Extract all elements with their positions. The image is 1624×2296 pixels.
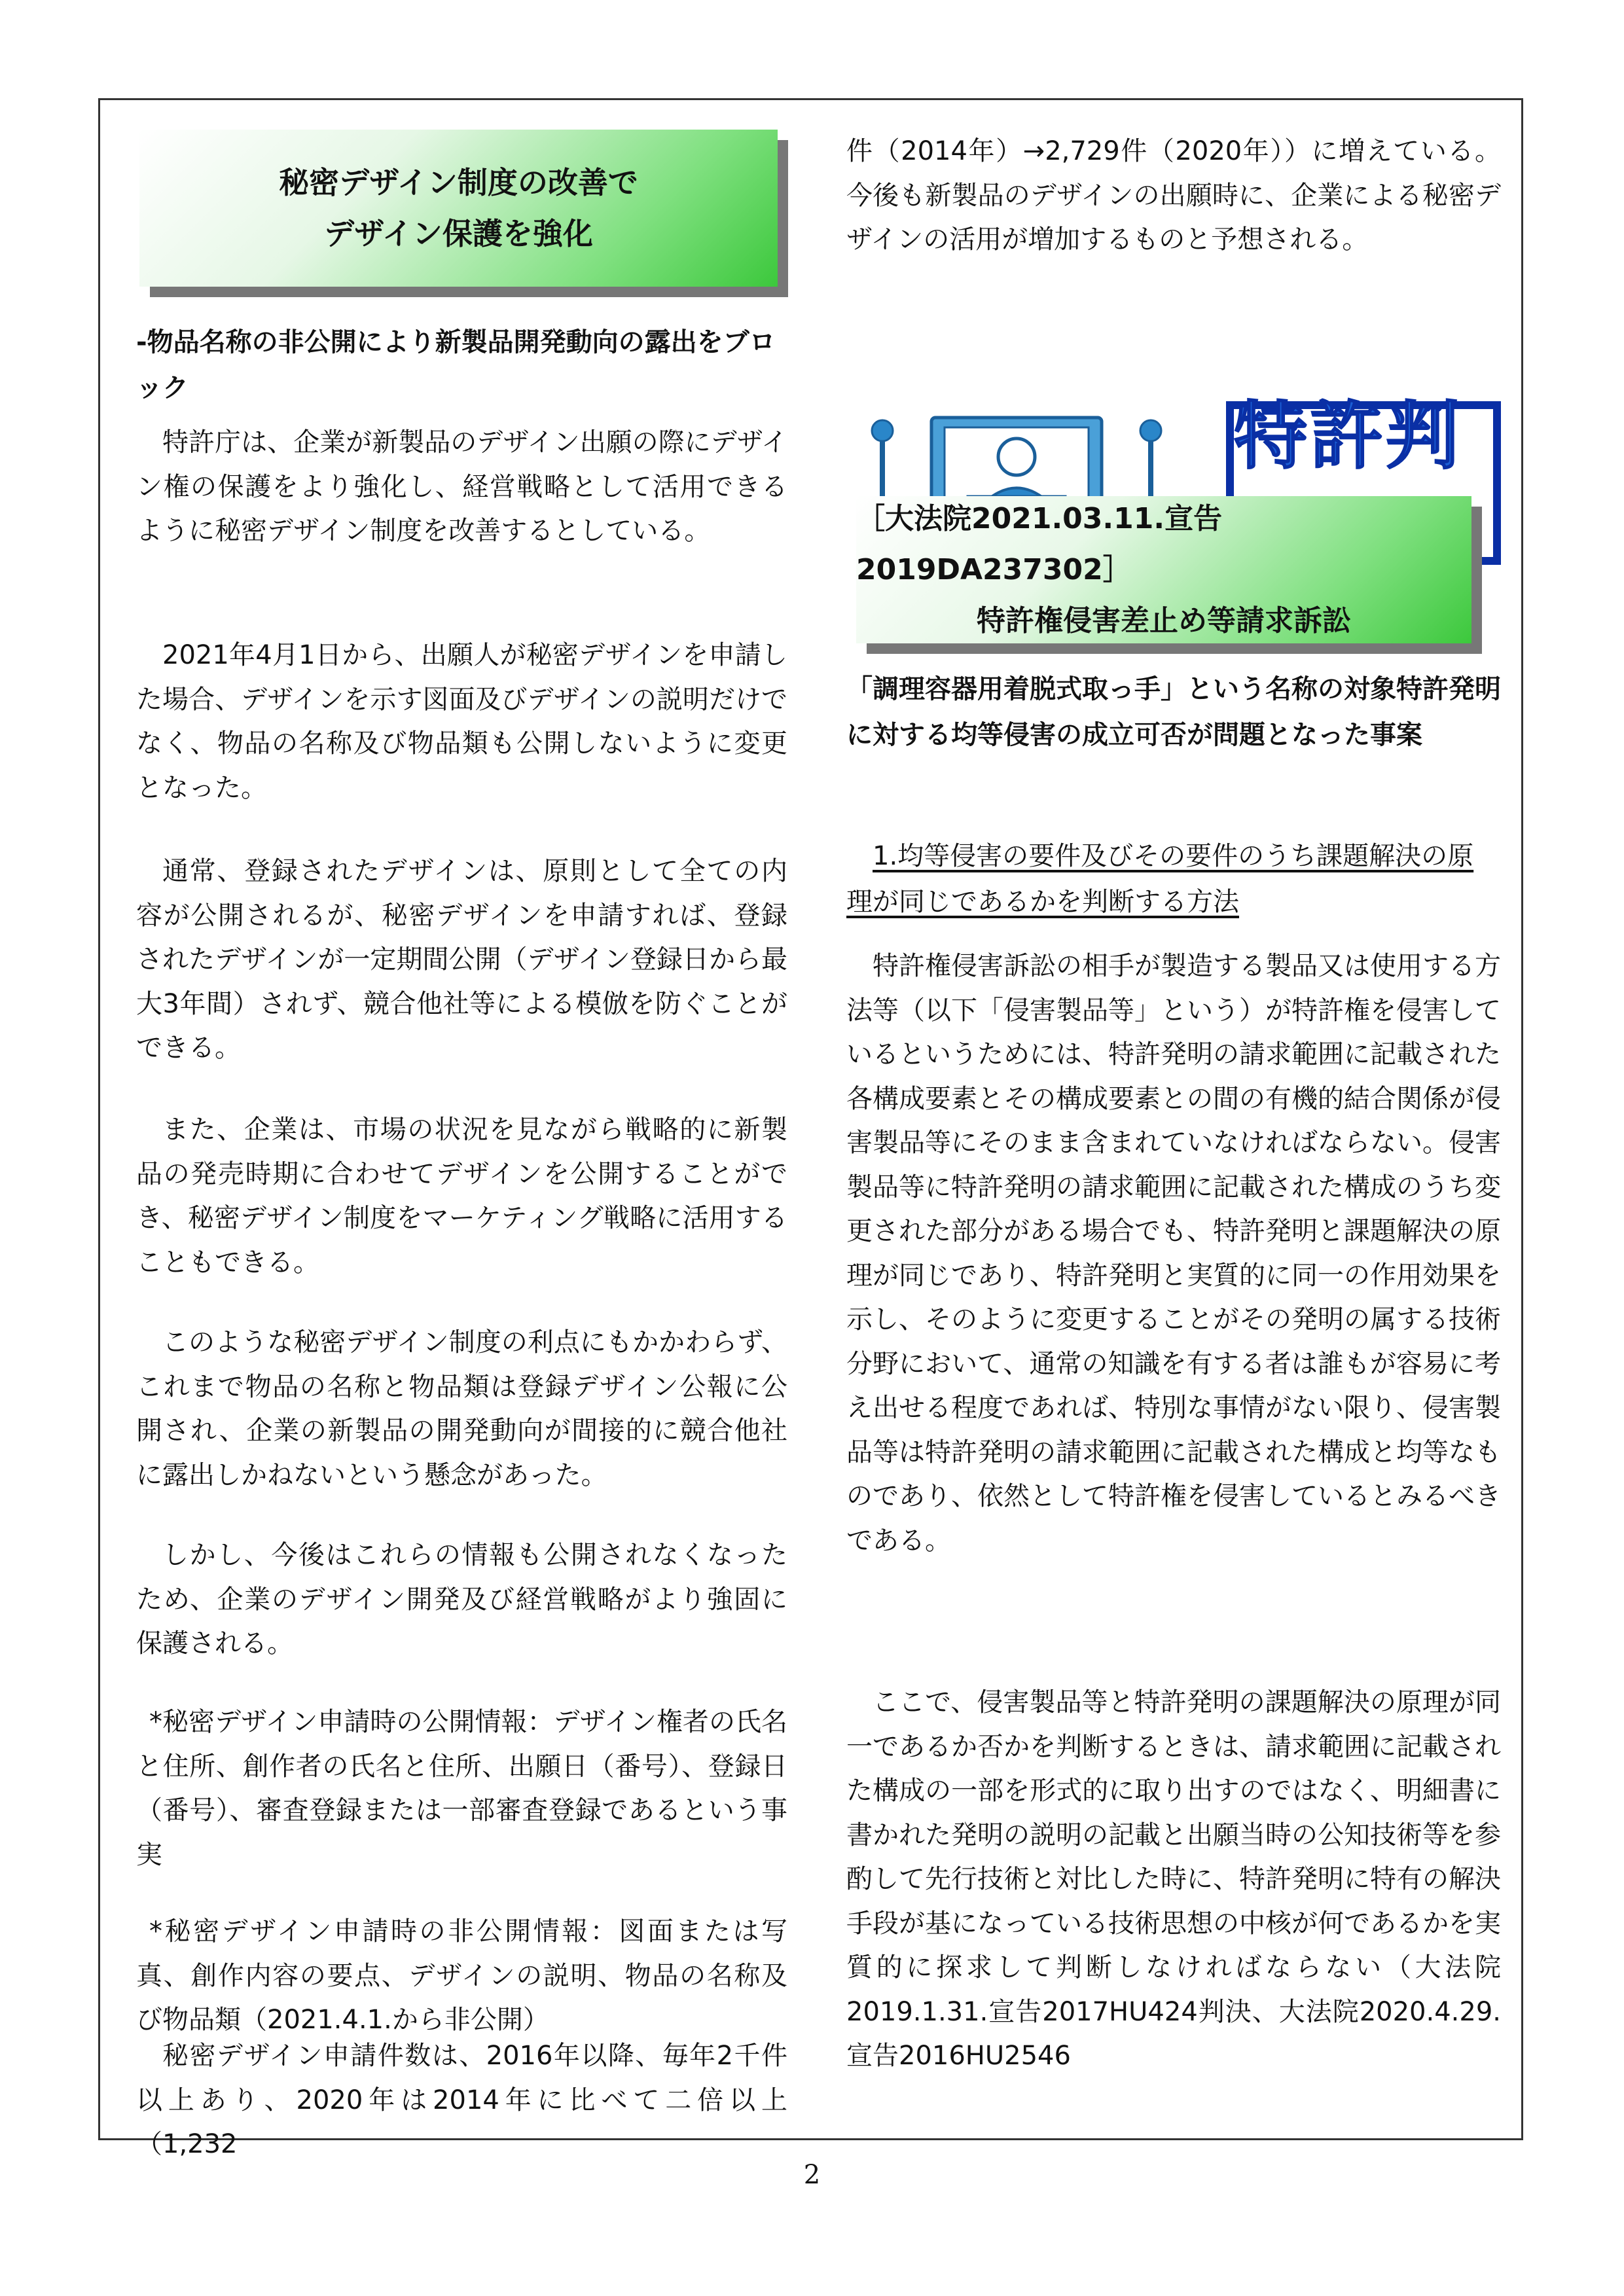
case-number: ［大法院2021.03.11.宣告2019DA237302］ [856,501,1223,586]
banner-title: 特許判 [1234,394,1462,479]
case-title: 「調理容器用着脱式取っ手」という名称の対象特許発明に対する均等侵害の成立可否が問題となった事案 [846,674,1501,750]
article-title-box [139,130,778,287]
left-paragraph-5: このような秘密デザイン制度の利点にもかかわらず、これまで物品の名称と物品類は登録デザイン公報に公開され、企業の新製品の開発動向が間接的に競合他社に露出しかねないという懸念があった。 [136,1327,787,1490]
left-paragraph-4: また、企業は、市場の状況を見ながら戦略的に新製品の発売時期に合わせてデザインを公開することができ、秘密デザイン制度をマーケティング戦略に活用することもできる。 [136,1115,787,1278]
right-paragraph-2: ここで、侵害製品等と特許発明の課題解決の原理が同一であるか否かを判断するときは、請求範囲に記載された構成の一部を形式的に取り出すのではなく、明細書に書かれた発明の説明の記載と出願当時の公知技術等を参酌して先行技術と対比した時に、特許発明に特有の解決手段が基になっている技術思想の中核が何であるかを実質的に探求して判断しなければならない（大法院2019.1.31.宣告2017HU424判決、大法院2020.4.29.宣告2016HU2546 [846,1687,1501,2071]
left-paragraph-1: 特許庁は、企業が新製品のデザイン出願の際にデザイン権の保護をより強化し、経営戦略として活用できるように秘密デザイン制度を改善するとしている。 [136,427,787,546]
right-continuation: 件（2014年）→2,729件（2020年））に増えている。今後も新製品のデザインの出願時に、企業による秘密デザインの活用が増加するものと予想される。 [846,136,1501,255]
page-number: 2 [803,2160,821,2190]
section-heading-1: 1.均等侵害の要件及びその要件のうち課題解決の原理が同じであるかを判断する方法 [846,841,1474,917]
left-paragraph-3: 通常、登録されたデザインは、原則として全ての内容が公開されるが、秘密デザインを申請すれば、登録されたデザインが一定期間公開（デザイン登録日から最大3年間）されず、競合他社等による模倣を防ぐことができる。 [136,856,787,1063]
left-paragraph-6: しかし、今後はこれらの情報も公開されなくなったため、企業のデザイン開発及び経営戦略がより強固に保護される。 [136,1540,787,1659]
left-note-private-info: *秘密デザイン申請時の非公開情報：図面または写真、創作内容の要点、デザインの説明、物品の名称及び物品類（2021.4.1.から非公開） [136,1916,787,2035]
left-note-public-info: *秘密デザイン申請時の公開情報：デザイン権者の氏名と住所、創作者の氏名と住所、出願日（番号）、登録日（番号）、審査登録または一部審査登録であるという事実 [136,1707,787,1870]
article-title-line1: 秘密デザイン制度の改善で [279,165,638,200]
left-paragraph-2: 2021年4月1日から、出願人が秘密デザインを申請した場合、デザインを示す図面及びデザインの説明だけでなく、物品の名称及び物品類も公開しないように変更となった。 [136,640,787,803]
article-subtitle: -物品名称の非公開により新製品開発動向の露出をブロック [136,327,776,403]
right-paragraph-1: 特許権侵害訴訟の相手が製造する製品又は使用する方法等（以下「侵害製品等」という）が特許権を侵害しているというためには、特許発明の請求範囲に記載された各構成要素とその構成要素との間の有機的結合関係が侵害製品等にそのまま含まれていなければならない。侵害製品等に特許発明の請求範囲に記載された構成のうち変更された部分がある場合でも、特許発明と課題解決の原理が同じであり、特許発明と実質的に同一の作用効果を示し、そのように変更することがその発明の属する技術分野において、通常の知識を有する者は誰もが容易に考え出せる程度であれば、特別な事情がない限り、侵害製品等は特許発明の請求範囲に記載された構成と均等なものであり、依然として特許権を侵害しているとみるべきである。 [846,951,1501,1556]
case-type: 特許権侵害差止め等請求訴訟 [977,603,1351,637]
case-header-box [856,496,1471,643]
article-title-line2: デザイン保護を強化 [324,216,593,251]
page-frame [98,98,1523,2159]
left-paragraph-7: 秘密デザイン申請件数は、2016年以降、毎年2千件以上あり、2020年は2014年に比べて二倍以上（1,232 [136,2041,787,2159]
